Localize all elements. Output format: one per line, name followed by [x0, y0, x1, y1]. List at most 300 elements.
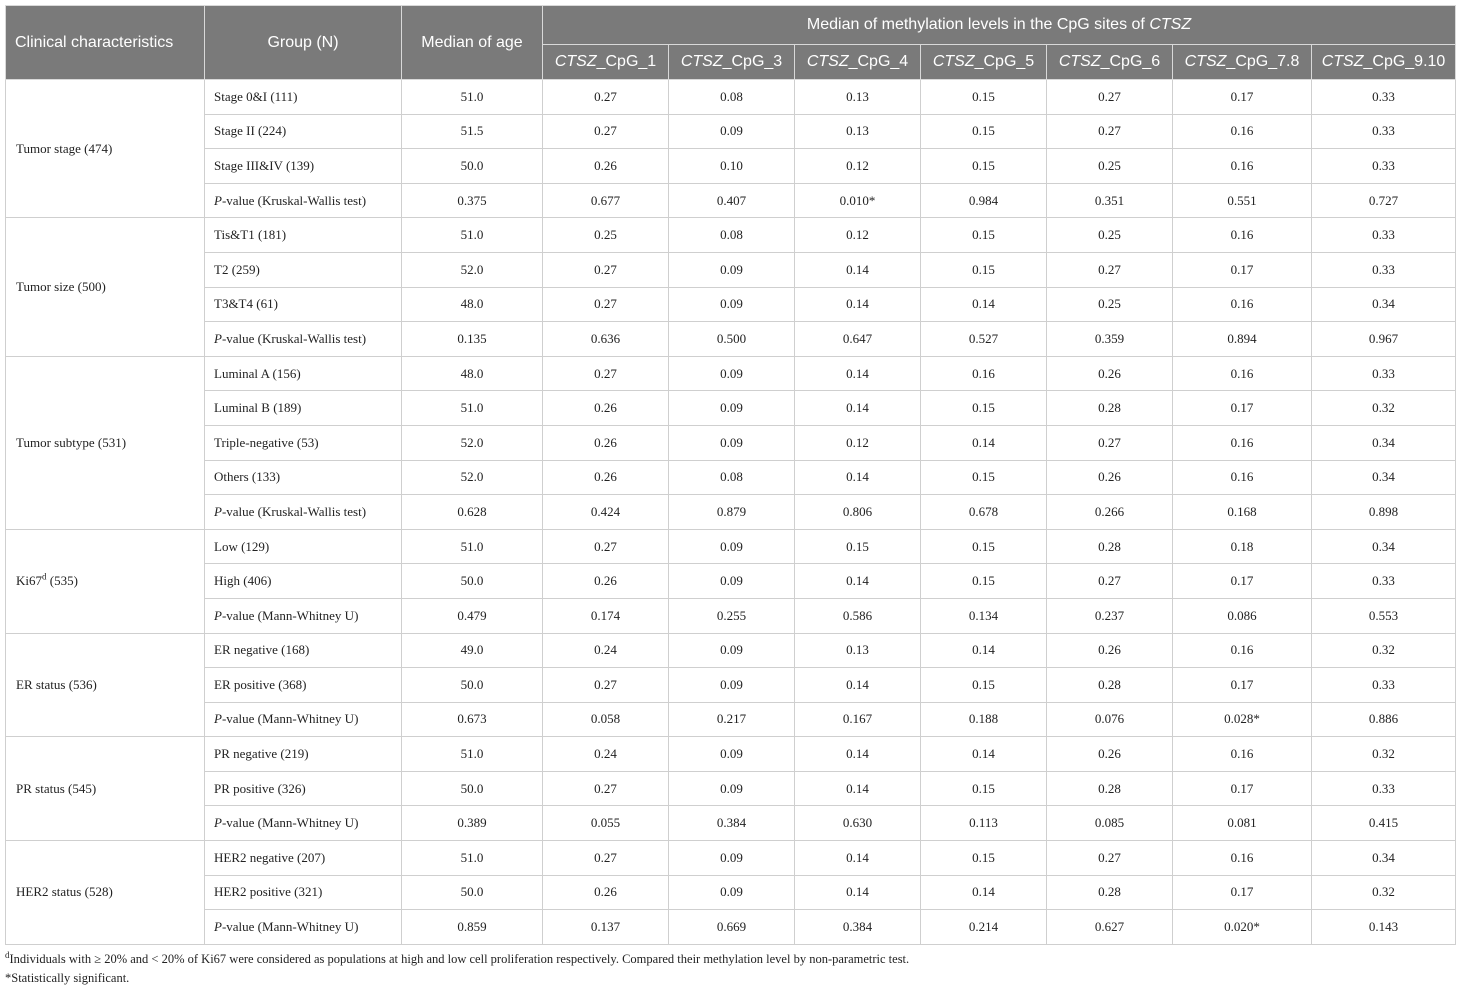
- methylation-cell: 0.16: [1173, 114, 1312, 149]
- methylation-cell: 0.34: [1312, 529, 1456, 564]
- group-cell: [205, 598, 402, 633]
- methylation-cell: 0.15: [921, 114, 1047, 149]
- methylation-cell: 0.26: [543, 391, 669, 426]
- methylation-cell: 0.137: [543, 910, 669, 945]
- methylation-cell: 0.15: [921, 252, 1047, 287]
- footnotes: [5, 950, 1455, 988]
- p-test-name: -value (Kruskal-Wallis test): [221, 503, 367, 519]
- group-cell: Others (133): [205, 460, 402, 495]
- methylation-cell: 0.27: [543, 287, 669, 322]
- methylation-cell: 0.586: [795, 598, 921, 633]
- methylation-cell: 0.16: [1173, 633, 1312, 668]
- age-cell: 51.0: [402, 391, 543, 426]
- methylation-cell: 0.12: [795, 149, 921, 184]
- methylation-cell: 0.16: [1173, 737, 1312, 772]
- methylation-cell: 0.33: [1312, 252, 1456, 287]
- methylation-cell: 0.553: [1312, 598, 1456, 633]
- methylation-cell: 0.669: [669, 910, 795, 945]
- p-label: P: [214, 607, 222, 623]
- table-row: [6, 633, 1456, 668]
- header-cpg-gene: CTSZ: [1321, 53, 1364, 70]
- methylation-cell: 0.16: [1173, 287, 1312, 322]
- methylation-cell: 0.15: [921, 564, 1047, 599]
- row-characteristic: Tumor subtype (531): [6, 356, 205, 529]
- methylation-cell: 0.25: [1047, 218, 1173, 253]
- methylation-cell: 0.16: [921, 356, 1047, 391]
- methylation-cell: 0.16: [1173, 149, 1312, 184]
- methylation-cell: 0.09: [669, 564, 795, 599]
- methylation-cell: 0.28: [1047, 391, 1173, 426]
- methylation-cell: 0.26: [543, 564, 669, 599]
- methylation-cell: 0.113: [921, 806, 1047, 841]
- table-row: [6, 841, 1456, 876]
- table-row: [6, 356, 1456, 391]
- header-cpg-gene: CTSZ: [1058, 53, 1101, 70]
- p-label: P: [214, 711, 222, 727]
- methylation-cell: 0.33: [1312, 218, 1456, 253]
- group-cell: [205, 495, 402, 530]
- methylation-cell: 0.15: [921, 80, 1047, 115]
- p-test-name: -value (Mann-Whitney U): [221, 711, 359, 727]
- group-cell: Stage II (224): [205, 114, 402, 149]
- methylation-cell: 0.32: [1312, 875, 1456, 910]
- table-row: [6, 218, 1456, 253]
- methylation-cell: 0.09: [669, 252, 795, 287]
- methylation-cell: 0.25: [1047, 149, 1173, 184]
- p-value-row: [6, 598, 1456, 633]
- group-cell: PR negative (219): [205, 737, 402, 772]
- p-label: P: [214, 192, 222, 208]
- methylation-cell: 0.27: [1047, 425, 1173, 460]
- methylation-cell: 0.09: [669, 771, 795, 806]
- methylation-cell: 0.27: [1047, 841, 1173, 876]
- methylation-cell: 0.14: [795, 391, 921, 426]
- table-row: [6, 668, 1456, 703]
- age-cell: 0.375: [402, 183, 543, 218]
- group-cell: Luminal B (189): [205, 391, 402, 426]
- methylation-cell: 0.14: [795, 460, 921, 495]
- table-row: [6, 425, 1456, 460]
- group-cell: Low (129): [205, 529, 402, 564]
- methylation-cell: 0.32: [1312, 737, 1456, 772]
- methylation-cell: 0.33: [1312, 356, 1456, 391]
- header-cpg-gene: CTSZ: [1184, 53, 1227, 70]
- methylation-cell: 0.134: [921, 598, 1047, 633]
- methylation-cell: 0.237: [1047, 598, 1173, 633]
- methylation-cell: 0.055: [543, 806, 669, 841]
- age-cell: 0.859: [402, 910, 543, 945]
- methylation-cell: 0.627: [1047, 910, 1173, 945]
- methylation-cell: 0.08: [669, 460, 795, 495]
- header-cpg-label: _CpG_6: [1100, 53, 1161, 70]
- footnote-ki67: [5, 950, 1455, 969]
- p-test-name: -value (Mann-Whitney U): [221, 815, 359, 831]
- methylation-cell: 0.33: [1312, 771, 1456, 806]
- characteristic-count: (535): [46, 573, 78, 589]
- methylation-cell: 0.27: [1047, 564, 1173, 599]
- methylation-cell: 0.15: [921, 668, 1047, 703]
- methylation-cell: 0.27: [543, 771, 669, 806]
- methylation-cell: 0.17: [1173, 771, 1312, 806]
- header-median-age: Median of age: [402, 6, 543, 80]
- methylation-cell: 0.14: [795, 564, 921, 599]
- age-cell: 51.0: [402, 737, 543, 772]
- methylation-cell: 0.28: [1047, 668, 1173, 703]
- age-cell: 51.0: [402, 80, 543, 115]
- row-characteristic: Tumor stage (474): [6, 80, 205, 218]
- age-cell: 0.673: [402, 702, 543, 737]
- methylation-cell: 0.34: [1312, 287, 1456, 322]
- methylation-cell: 0.14: [921, 633, 1047, 668]
- p-value-row: [6, 910, 1456, 945]
- methylation-cell: 0.17: [1173, 564, 1312, 599]
- methylation-cell: 0.17: [1173, 875, 1312, 910]
- methylation-cell: 0.17: [1173, 252, 1312, 287]
- methylation-cell: 0.058: [543, 702, 669, 737]
- methylation-cell: 0.09: [669, 425, 795, 460]
- methylation-cell: 0.076: [1047, 702, 1173, 737]
- header-cpg-site: [669, 45, 795, 80]
- methylation-cell: 0.09: [669, 391, 795, 426]
- methylation-cell: 0.28: [1047, 771, 1173, 806]
- methylation-cell: 0.14: [795, 737, 921, 772]
- methylation-cell: 0.167: [795, 702, 921, 737]
- methylation-cell: 0.33: [1312, 114, 1456, 149]
- methylation-cell: 0.384: [669, 806, 795, 841]
- footnote-significance: *Statistically significant.: [5, 971, 130, 985]
- methylation-cell: 0.24: [543, 737, 669, 772]
- header-group: Group (N): [205, 6, 402, 80]
- methylation-cell: 0.25: [1047, 287, 1173, 322]
- header-cpg-label: _CpG_7.8: [1226, 53, 1300, 70]
- methylation-cell: 0.17: [1173, 668, 1312, 703]
- methylation-cell: 0.886: [1312, 702, 1456, 737]
- methylation-cell: 0.26: [1047, 356, 1173, 391]
- methylation-cell: 0.15: [921, 529, 1047, 564]
- methylation-cell: 0.020*: [1173, 910, 1312, 945]
- methylation-cell: 0.266: [1047, 495, 1173, 530]
- table-row: [6, 287, 1456, 322]
- p-label: P: [214, 919, 222, 935]
- methylation-cell: 0.17: [1173, 80, 1312, 115]
- methylation-cell: 0.14: [795, 252, 921, 287]
- table-body: [6, 80, 1456, 945]
- methylation-cell: 0.15: [795, 529, 921, 564]
- group-cell: T2 (259): [205, 252, 402, 287]
- methylation-cell: 0.16: [1173, 356, 1312, 391]
- methylation-cell: 0.26: [543, 460, 669, 495]
- p-test-name: -value (Kruskal-Wallis test): [221, 330, 367, 346]
- header-cpg-site: [1312, 45, 1456, 80]
- methylation-cell: 0.678: [921, 495, 1047, 530]
- methylation-cell: 0.14: [795, 668, 921, 703]
- methylation-cell: 0.28: [1047, 529, 1173, 564]
- methylation-cell: 0.727: [1312, 183, 1456, 218]
- methylation-cell: 0.415: [1312, 806, 1456, 841]
- methylation-cell: 0.13: [795, 80, 921, 115]
- header-cpg-gene: CTSZ: [680, 53, 723, 70]
- methylation-table: [5, 5, 1456, 945]
- methylation-cell: 0.27: [543, 252, 669, 287]
- methylation-cell: 0.16: [1173, 460, 1312, 495]
- header-clinical-characteristics: Clinical characteristics: [6, 6, 205, 80]
- methylation-cell: 0.09: [669, 114, 795, 149]
- table-header: [6, 6, 1456, 80]
- age-cell: 51.0: [402, 841, 543, 876]
- methylation-cell: 0.28: [1047, 875, 1173, 910]
- header-methylation-levels: [543, 6, 1456, 45]
- row-characteristic: [6, 529, 205, 633]
- methylation-cell: 0.647: [795, 322, 921, 357]
- row-characteristic: Tumor size (500): [6, 218, 205, 356]
- methylation-cell: 0.26: [543, 425, 669, 460]
- methylation-cell: 0.33: [1312, 80, 1456, 115]
- methylation-cell: 0.010*: [795, 183, 921, 218]
- p-value-row: [6, 183, 1456, 218]
- header-cpg-site: [1173, 45, 1312, 80]
- methylation-cell: 0.14: [795, 356, 921, 391]
- footnote-d-mark: d: [5, 949, 10, 960]
- age-cell: 52.0: [402, 460, 543, 495]
- methylation-cell: 0.32: [1312, 391, 1456, 426]
- p-test-name: -value (Mann-Whitney U): [221, 919, 359, 935]
- methylation-cell: 0.15: [921, 460, 1047, 495]
- group-cell: Stage 0&I (111): [205, 80, 402, 115]
- methylation-cell: 0.08: [669, 80, 795, 115]
- methylation-cell: 0.13: [795, 633, 921, 668]
- table-row: [6, 564, 1456, 599]
- header-cpg-gene: CTSZ: [806, 53, 849, 70]
- header-cpg-label: _CpG_1: [596, 53, 657, 70]
- methylation-cell: 0.806: [795, 495, 921, 530]
- methylation-cell: 0.17: [1173, 391, 1312, 426]
- methylation-cell: 0.27: [1047, 80, 1173, 115]
- header-cpg-label: _CpG_5: [974, 53, 1035, 70]
- age-cell: 50.0: [402, 875, 543, 910]
- methylation-cell: 0.407: [669, 183, 795, 218]
- methylation-cell: 0.18: [1173, 529, 1312, 564]
- table-row: [6, 114, 1456, 149]
- methylation-cell: 0.028*: [1173, 702, 1312, 737]
- methylation-cell: 0.967: [1312, 322, 1456, 357]
- methylation-cell: 0.24: [543, 633, 669, 668]
- header-methylation-prefix: Median of methylation levels in the CpG sites of: [806, 16, 1150, 33]
- methylation-cell: 0.14: [795, 841, 921, 876]
- methylation-cell: 0.14: [921, 287, 1047, 322]
- header-cpg-site: [1047, 45, 1173, 80]
- p-value-row: [6, 322, 1456, 357]
- footnote-d-text: Individuals with ≥ 20% and < 20% of Ki67 were considered as populations at high and low cell proliferation respectively. Compared their methylation level by non-parametric test.: [9, 952, 910, 966]
- header-cpg-gene: CTSZ: [554, 53, 597, 70]
- methylation-cell: 0.424: [543, 495, 669, 530]
- age-cell: 0.135: [402, 322, 543, 357]
- methylation-cell: 0.33: [1312, 149, 1456, 184]
- methylation-cell: 0.085: [1047, 806, 1173, 841]
- header-cpg-label: _CpG_4: [848, 53, 909, 70]
- age-cell: 50.0: [402, 564, 543, 599]
- methylation-cell: 0.14: [921, 737, 1047, 772]
- methylation-cell: 0.15: [921, 771, 1047, 806]
- methylation-cell: 0.09: [669, 529, 795, 564]
- p-value-row: [6, 495, 1456, 530]
- methylation-cell: 0.15: [921, 841, 1047, 876]
- methylation-cell: 0.384: [795, 910, 921, 945]
- methylation-cell: 0.09: [669, 875, 795, 910]
- group-cell: HER2 positive (321): [205, 875, 402, 910]
- methylation-cell: 0.10: [669, 149, 795, 184]
- p-test-name: -value (Kruskal-Wallis test): [221, 192, 367, 208]
- table-row: [6, 529, 1456, 564]
- row-characteristic: ER status (536): [6, 633, 205, 737]
- methylation-cell: 0.984: [921, 183, 1047, 218]
- table-row: [6, 460, 1456, 495]
- methylation-cell: 0.14: [795, 287, 921, 322]
- age-cell: 0.389: [402, 806, 543, 841]
- methylation-cell: 0.27: [543, 80, 669, 115]
- methylation-cell: 0.09: [669, 841, 795, 876]
- methylation-cell: 0.13: [795, 114, 921, 149]
- header-cpg-label: _CpG_9.10: [1363, 53, 1446, 70]
- group-cell: Triple-negative (53): [205, 425, 402, 460]
- methylation-cell: 0.27: [1047, 252, 1173, 287]
- group-cell: [205, 806, 402, 841]
- methylation-cell: 0.214: [921, 910, 1047, 945]
- group-cell: [205, 183, 402, 218]
- row-characteristic: PR status (545): [6, 737, 205, 841]
- table-row: [6, 391, 1456, 426]
- group-cell: Stage III&IV (139): [205, 149, 402, 184]
- age-cell: 0.479: [402, 598, 543, 633]
- table-row: [6, 80, 1456, 115]
- methylation-cell: 0.636: [543, 322, 669, 357]
- p-label: P: [214, 330, 222, 346]
- methylation-cell: 0.630: [795, 806, 921, 841]
- methylation-cell: 0.26: [543, 149, 669, 184]
- methylation-cell: 0.12: [795, 425, 921, 460]
- methylation-cell: 0.351: [1047, 183, 1173, 218]
- methylation-cell: 0.14: [921, 875, 1047, 910]
- age-cell: 52.0: [402, 425, 543, 460]
- methylation-cell: 0.27: [543, 668, 669, 703]
- methylation-cell: 0.16: [1173, 425, 1312, 460]
- methylation-cell: 0.27: [543, 114, 669, 149]
- methylation-cell: 0.26: [1047, 633, 1173, 668]
- age-cell: 51.5: [402, 114, 543, 149]
- p-test-name: -value (Mann-Whitney U): [221, 607, 359, 623]
- methylation-cell: 0.12: [795, 218, 921, 253]
- methylation-cell: 0.26: [1047, 737, 1173, 772]
- methylation-cell: 0.143: [1312, 910, 1456, 945]
- methylation-cell: 0.14: [795, 875, 921, 910]
- table-row: [6, 252, 1456, 287]
- methylation-cell: 0.527: [921, 322, 1047, 357]
- methylation-cell: 0.09: [669, 356, 795, 391]
- methylation-cell: 0.08: [669, 218, 795, 253]
- methylation-cell: 0.09: [669, 287, 795, 322]
- methylation-cell: 0.174: [543, 598, 669, 633]
- age-cell: 48.0: [402, 287, 543, 322]
- methylation-cell: 0.34: [1312, 841, 1456, 876]
- methylation-cell: 0.26: [1047, 460, 1173, 495]
- p-value-row: [6, 806, 1456, 841]
- group-cell: Tis&T1 (181): [205, 218, 402, 253]
- methylation-cell: 0.25: [543, 218, 669, 253]
- header-cpg-site: [543, 45, 669, 80]
- methylation-cell: 0.14: [795, 771, 921, 806]
- methylation-cell: 0.15: [921, 391, 1047, 426]
- methylation-cell: 0.894: [1173, 322, 1312, 357]
- methylation-cell: 0.255: [669, 598, 795, 633]
- methylation-cell: 0.898: [1312, 495, 1456, 530]
- methylation-cell: 0.09: [669, 633, 795, 668]
- p-label: P: [214, 815, 222, 831]
- age-cell: 52.0: [402, 252, 543, 287]
- table-row: [6, 737, 1456, 772]
- methylation-cell: 0.15: [921, 218, 1047, 253]
- methylation-cell: 0.15: [921, 149, 1047, 184]
- methylation-cell: 0.14: [921, 425, 1047, 460]
- methylation-cell: 0.16: [1173, 841, 1312, 876]
- age-cell: 50.0: [402, 668, 543, 703]
- group-cell: T3&T4 (61): [205, 287, 402, 322]
- methylation-cell: 0.500: [669, 322, 795, 357]
- group-cell: ER positive (368): [205, 668, 402, 703]
- methylation-cell: 0.081: [1173, 806, 1312, 841]
- methylation-cell: 0.217: [669, 702, 795, 737]
- p-label: P: [214, 503, 222, 519]
- methylation-cell: 0.33: [1312, 668, 1456, 703]
- methylation-cell: 0.33: [1312, 564, 1456, 599]
- methylation-cell: 0.34: [1312, 460, 1456, 495]
- methylation-cell: 0.26: [543, 875, 669, 910]
- methylation-cell: 0.27: [543, 356, 669, 391]
- group-cell: [205, 910, 402, 945]
- group-cell: ER negative (168): [205, 633, 402, 668]
- header-cpg-site: [921, 45, 1047, 80]
- header-methylation-gene: CTSZ: [1149, 16, 1192, 33]
- age-cell: 0.628: [402, 495, 543, 530]
- methylation-cell: 0.359: [1047, 322, 1173, 357]
- age-cell: 50.0: [402, 771, 543, 806]
- methylation-cell: 0.32: [1312, 633, 1456, 668]
- age-cell: 51.0: [402, 218, 543, 253]
- methylation-cell: 0.188: [921, 702, 1047, 737]
- header-cpg-site: [795, 45, 921, 80]
- table-row: [6, 771, 1456, 806]
- table-row: [6, 149, 1456, 184]
- methylation-cell: 0.09: [669, 668, 795, 703]
- table-row: [6, 875, 1456, 910]
- characteristic-name: Ki67: [16, 573, 42, 589]
- age-cell: 51.0: [402, 529, 543, 564]
- methylation-cell: 0.27: [543, 841, 669, 876]
- methylation-cell: 0.27: [1047, 114, 1173, 149]
- p-value-row: [6, 702, 1456, 737]
- methylation-cell: 0.16: [1173, 218, 1312, 253]
- methylation-cell: 0.168: [1173, 495, 1312, 530]
- methylation-cell: 0.34: [1312, 425, 1456, 460]
- methylation-cell: 0.879: [669, 495, 795, 530]
- methylation-cell: 0.27: [543, 529, 669, 564]
- group-cell: Luminal A (156): [205, 356, 402, 391]
- methylation-cell: 0.551: [1173, 183, 1312, 218]
- characteristic-superscript: d: [42, 571, 47, 582]
- age-cell: 48.0: [402, 356, 543, 391]
- header-cpg-gene: CTSZ: [932, 53, 975, 70]
- methylation-cell: 0.086: [1173, 598, 1312, 633]
- age-cell: 49.0: [402, 633, 543, 668]
- group-cell: [205, 322, 402, 357]
